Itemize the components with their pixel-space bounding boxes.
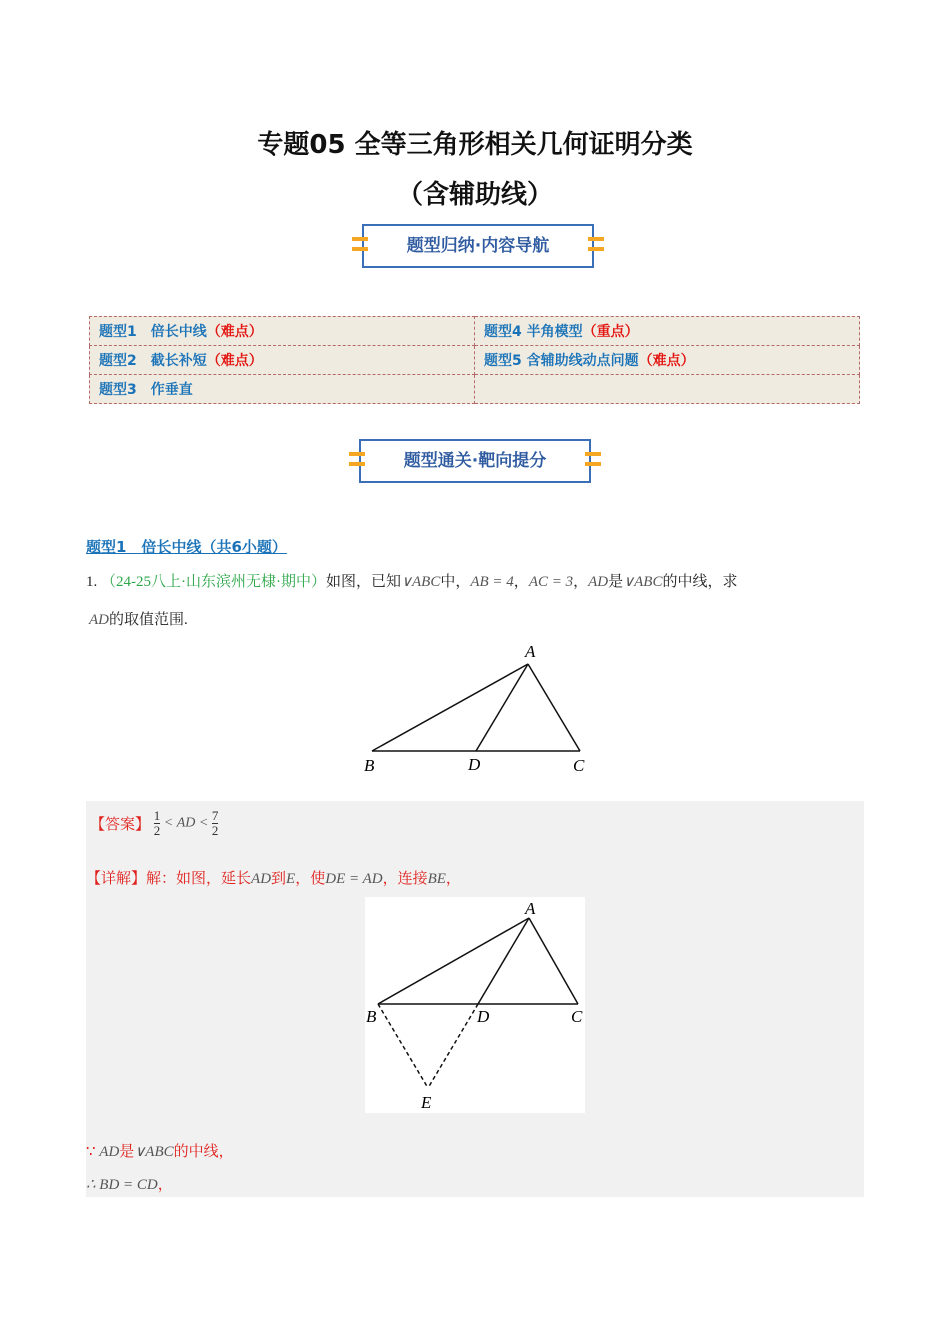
question-line-2: AD的取值范围.: [89, 612, 188, 628]
banner-decor-icon: [352, 237, 368, 241]
label-d: D: [468, 755, 481, 774]
toc-item-1[interactable]: 题型1 倍长中线（难点）: [90, 317, 475, 346]
toc-empty: [475, 375, 860, 404]
segment-de: [428, 1004, 478, 1088]
banner-decor-icon: [352, 247, 368, 251]
label-b: B: [366, 1007, 377, 1026]
label-c: C: [573, 756, 585, 775]
banner-decor-icon: [585, 462, 601, 466]
segment-ab: [372, 664, 528, 751]
label-c: C: [571, 1007, 583, 1026]
banner-decor-icon: [588, 247, 604, 251]
banner-decor-icon: [585, 452, 601, 456]
doc-subtitle: （含辅助线）: [396, 180, 553, 210]
toc-item-2[interactable]: 题型2 截长补短（难点）: [90, 346, 475, 375]
question-source: （24-25八上·山东滨州无棣·期中）: [101, 574, 326, 590]
toc-table: [89, 316, 860, 404]
segment-be: [378, 1004, 428, 1088]
label-d: D: [477, 1007, 490, 1026]
label-b: B: [364, 756, 375, 775]
section-heading[interactable]: 题型1 倍长中线（共6小题）: [86, 538, 287, 556]
solution-panel: [86, 801, 864, 1197]
doc-title: 专题05 全等三角形相关几何证明分类: [257, 130, 693, 160]
triangle-figure: [350, 640, 610, 780]
step-1: ∵ AD是∨ABC的中线，: [86, 1144, 234, 1160]
banner-decor-icon: [349, 452, 365, 456]
label-a: A: [525, 899, 536, 918]
nav-banner-label: 题型归纳·内容导航: [406, 236, 550, 256]
step-2: ∴ BD = CD，: [86, 1177, 173, 1193]
solution-figure: [365, 897, 585, 1113]
banner-decor-icon: [588, 237, 604, 241]
answer-line: 【答案】 $\frac{1}{2}$ < AD < $\frac{7}{2}$: [90, 808, 219, 838]
toc-item-5[interactable]: 题型5 含辅助线动点问题（难点）: [475, 346, 860, 375]
nav-banner-contents: [362, 224, 594, 268]
nav-banner-label: 题型通关·靶向提分: [403, 451, 547, 471]
label-e: E: [421, 1093, 432, 1112]
label-a: A: [525, 642, 536, 661]
toc-item-3[interactable]: 题型3 作垂直: [90, 375, 475, 404]
segment-ad: [476, 664, 528, 751]
segment-ac: [528, 664, 580, 751]
detail-line: 【详解】解：如图，延长AD到E，使DE = AD，连接BE，: [86, 871, 461, 887]
question-line-1: 1. （24-25八上·山东滨州无棣·期中）如图，已知∨ABC中，AB = 4，AC = 3，AD是∨ABC的中线，求: [86, 574, 738, 590]
nav-banner-practice: [359, 439, 591, 483]
toc-item-4[interactable]: 题型4 半角模型（重点）: [475, 317, 860, 346]
banner-decor-icon: [349, 462, 365, 466]
